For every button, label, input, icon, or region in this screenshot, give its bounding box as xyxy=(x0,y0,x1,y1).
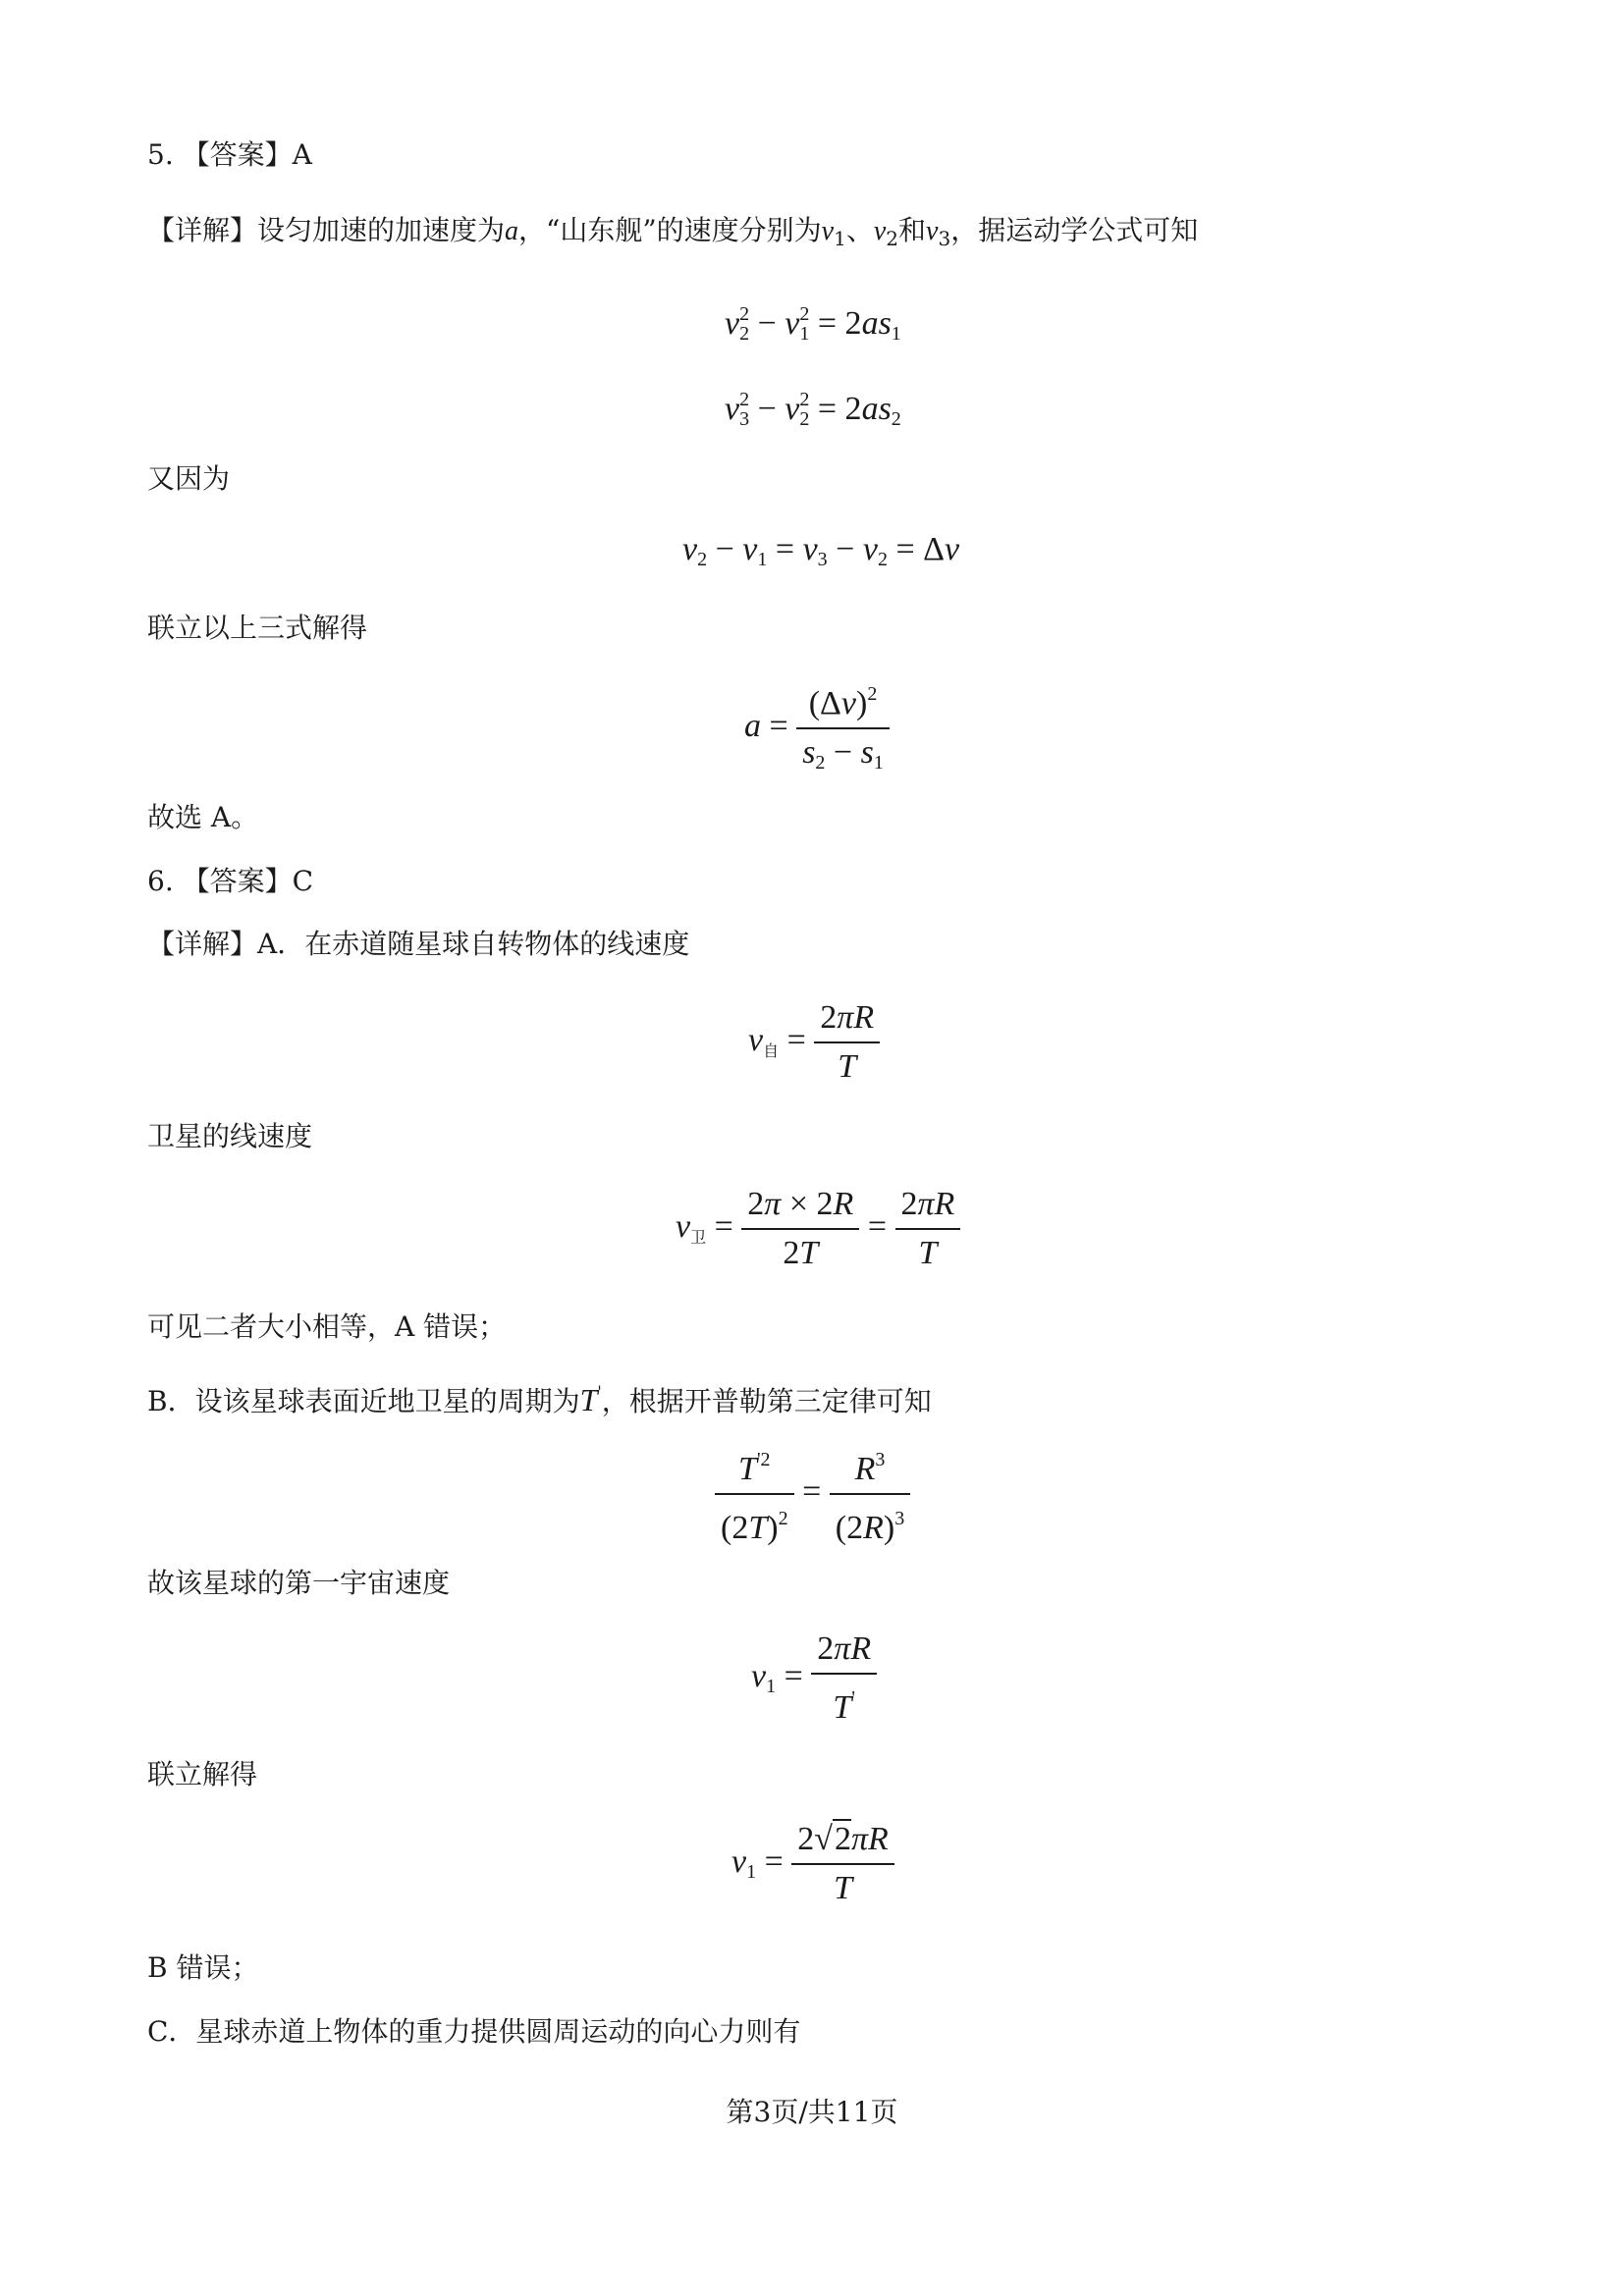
q5-text-youyin: 又因为 xyxy=(147,462,231,495)
q6-equation-v-wei: $v_卫$ = $\frac{2\pi \times 2R}{2T}$ = $\frac{2\pi R}{T}$ xyxy=(676,1183,960,1275)
page-footer: 第3页/共11页 xyxy=(726,2096,898,2128)
q5-equation-4: a = $\frac{(\Delta v)^2}{s_2 - s_1}$ xyxy=(744,672,890,784)
q6-text-weixing: 卫星的线速度 xyxy=(147,1120,313,1152)
q6-equation-v1-first: $v_1$ = $\frac{2\pi R}{T'}$ xyxy=(751,1628,877,1730)
q5-var-v3: v xyxy=(926,216,939,246)
q5-detail-suffix: ，据运动学公式可知 xyxy=(950,214,1199,246)
q5-text-guxuan: 故选 A。 xyxy=(147,801,259,833)
q6-sub-zi: 自 xyxy=(763,1041,780,1060)
q5-detail-prefix: 【详解】设匀加速的加速度为 xyxy=(147,214,506,246)
q5-equation-2: $v_3^2 - v_2^2 = 2as_2$ xyxy=(725,389,901,430)
q5-detail-mid: ，“山东舰”的速度分别为 xyxy=(518,214,822,246)
q6-text-lianlijiede: 联立解得 xyxy=(147,1758,258,1790)
q5-sep: 、 xyxy=(845,214,874,246)
q6-equation-v-zi: $v_自$ = $\frac{2\pi R}{T}$ xyxy=(748,996,880,1089)
q6-detail-A: 【详解】A．在赤道随星球自转物体的线速度 xyxy=(147,928,690,960)
q5-var-v2: v xyxy=(873,216,887,246)
q6-text-B: B．设该星球表面近地卫星的周期为T'，根据开普勒第三定律可知 xyxy=(147,1382,932,1417)
q5-heading: 5. 【答案】A xyxy=(147,138,312,171)
q6-text-B-wrong: B 错误； xyxy=(147,1951,259,1984)
q6-text-C: C．星球赤道上物体的重力提供圆周运动的向心力则有 xyxy=(147,2015,801,2048)
q5-detail-line: 【详解】设匀加速的加速度为a，“山东舰”的速度分别为$v_1$、$v_2$和$v_3$，据运动学公式可知 xyxy=(147,214,1199,250)
q6-text-kejian: 可见二者大小相等，A 错误； xyxy=(147,1310,507,1343)
q6-text-diyi: 故该星球的第一宇宙速度 xyxy=(147,1567,451,1599)
q6-equation-v1-result: $v_1$ = $\frac{2√2\pi R}{T}$ xyxy=(731,1818,894,1910)
q5-and: 和 xyxy=(898,214,927,246)
q5-var-a: a xyxy=(505,216,519,246)
q5-var-v1: v xyxy=(821,216,835,246)
q5-equation-1: $v_2^2 - v_1^2 = 2as_1$ xyxy=(725,303,901,345)
q5-equation-3: $v_2 - v_1 = v_3 - v_2 = \Delta v$ xyxy=(682,531,960,570)
q6-text-B-suffix: ，根据开普勒第三定律可知 xyxy=(601,1385,932,1417)
q6-heading: 6. 【答案】C xyxy=(147,865,314,897)
q6-text-B-prefix: B．设该星球表面近地卫星的周期为 xyxy=(147,1385,580,1417)
q6-sub-wei: 卫 xyxy=(690,1227,707,1247)
q5-text-lianli: 联立以上三式解得 xyxy=(147,612,368,644)
q6-equation-kepler: $\frac{T^{'2}}{(2T)^2}$ = $\frac{R^3}{(2R)^3}$ xyxy=(715,1438,910,1550)
